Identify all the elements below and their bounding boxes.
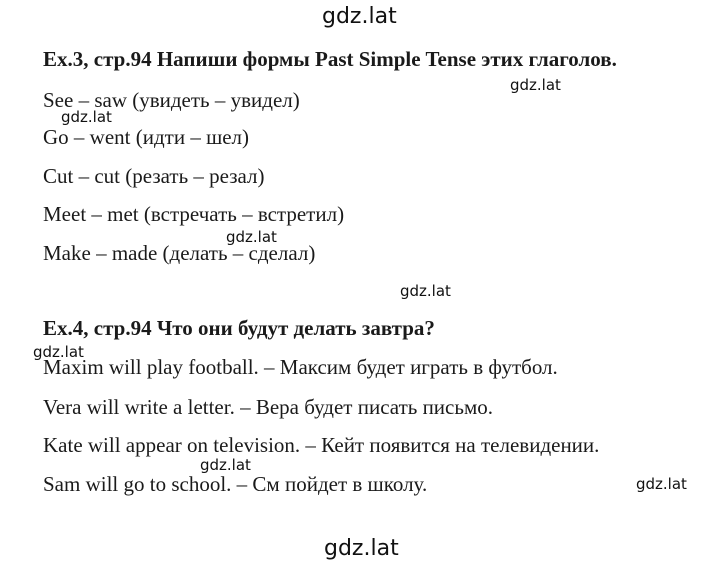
exercise-3-line: Meet – met (встречать – встретил) xyxy=(43,202,345,226)
watermark-right-2: gdz.lat xyxy=(636,475,687,493)
exercise-4-line: Sam will go to school. – См пойдет в школу. xyxy=(43,472,428,496)
exercise-3-heading: Ex.3, стр.94 Напиши формы Past Simple Tense этих глаголов. xyxy=(43,47,617,71)
exercise-3-line: See – saw (увидеть – увидел) xyxy=(43,88,300,112)
exercise-4-line: Kate will appear on television. – Кейт появится на телевидении. xyxy=(43,433,600,457)
exercise-4-line: Maxim will play football. – Максим будет играть в футбол. xyxy=(43,355,558,379)
exercise-3-line: Go – went (идти – шел) xyxy=(43,125,250,149)
watermark-right-1: gdz.lat xyxy=(510,76,561,94)
exercise-3-line: Cut – cut (резать – резал) xyxy=(43,164,265,188)
watermark-left-1: gdz.lat xyxy=(61,108,112,126)
exercise-3-line: Make – made (делать – сделал) xyxy=(43,241,316,265)
watermark-mid-2: gdz.lat xyxy=(400,282,451,300)
watermark-mid-1: gdz.lat xyxy=(226,228,277,246)
watermark-top: gdz.lat xyxy=(322,4,397,29)
exercise-4-line: Vera will write a letter. – Вера будет писать письмо. xyxy=(43,395,493,419)
watermark-bottom: gdz.lat xyxy=(324,536,399,561)
exercise-4-heading: Ex.4, стр.94 Что они будут делать завтра? xyxy=(43,316,435,340)
watermark-left-2: gdz.lat xyxy=(33,343,84,361)
watermark-mid-3: gdz.lat xyxy=(200,456,251,474)
